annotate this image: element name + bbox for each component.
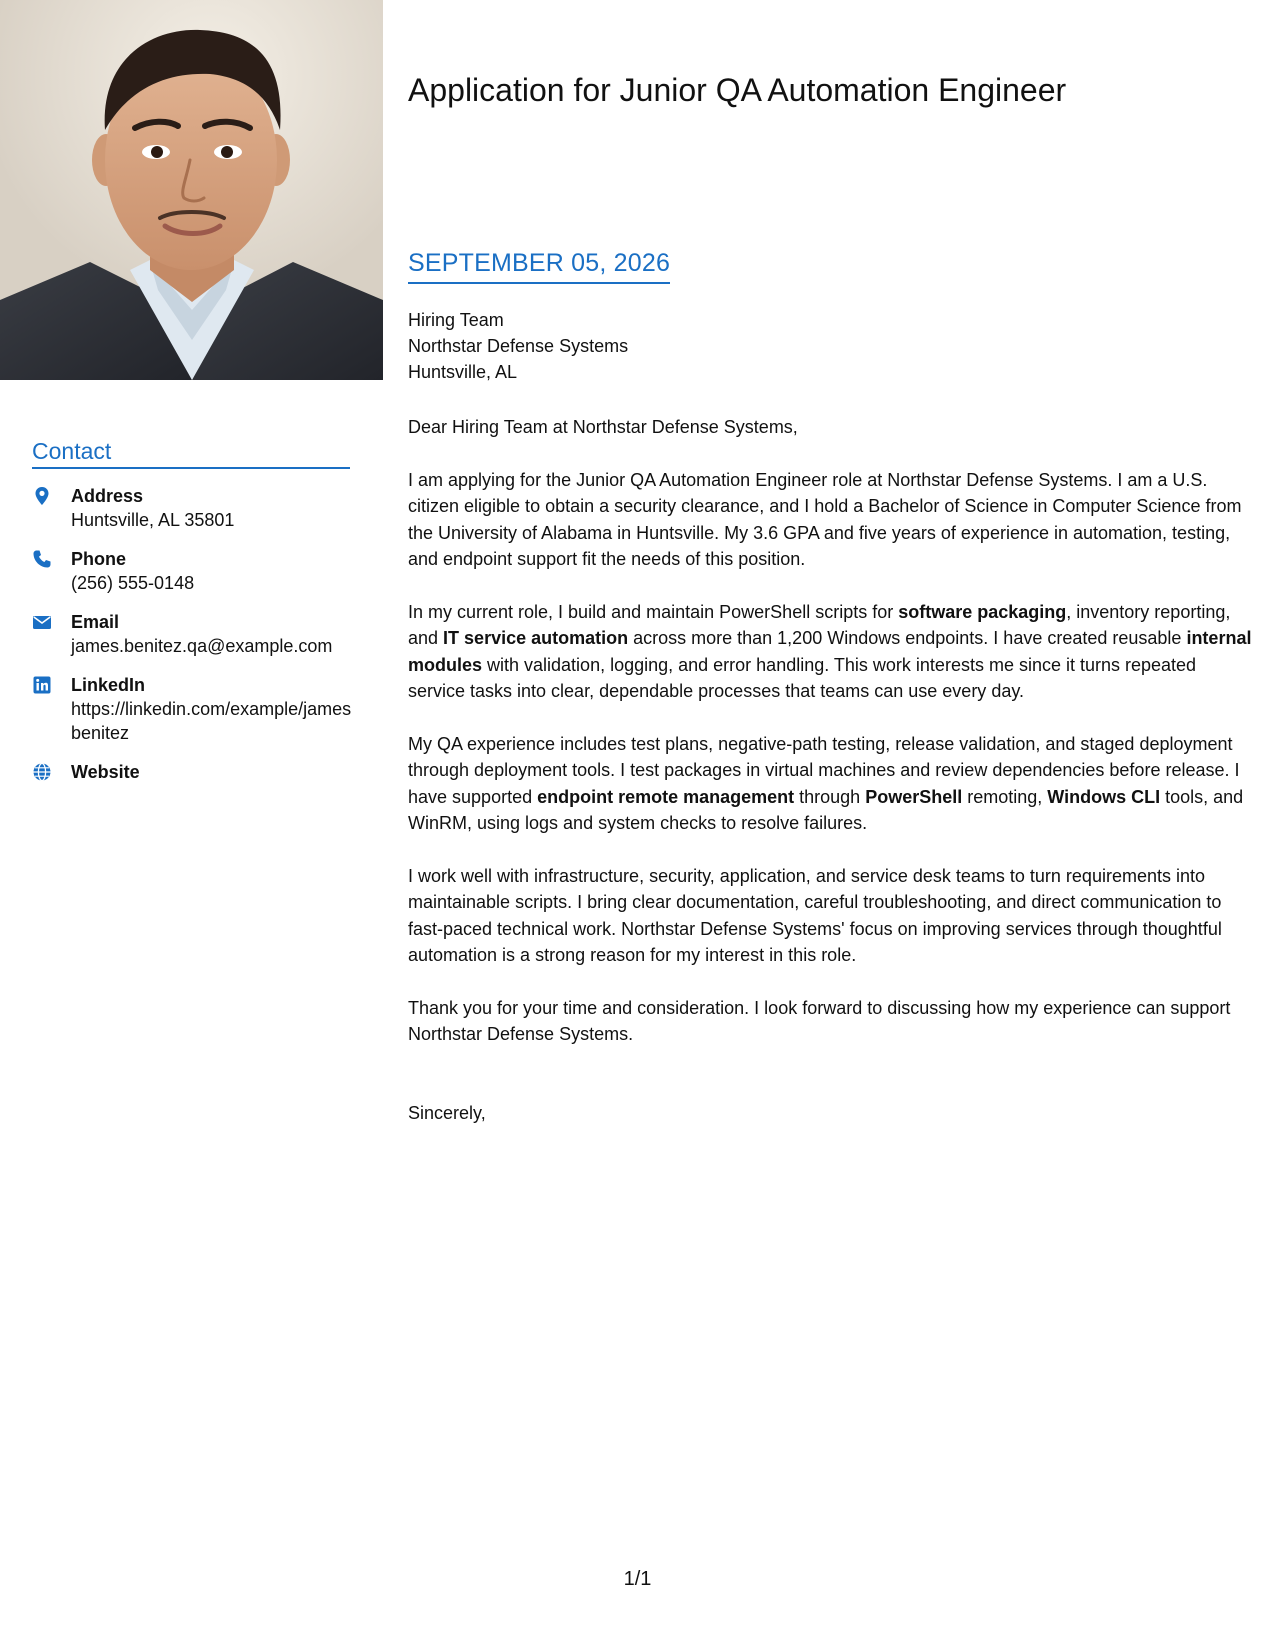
letter-body — [408, 414, 1253, 1152]
recipient-line: Northstar Defense Systems — [408, 336, 629, 356]
envelope-icon — [32, 612, 52, 632]
globe-icon — [32, 762, 52, 782]
recipient-line: Hiring Team — [408, 310, 504, 330]
paragraph-text: tools, and WinRM, using logs and system checks to resolve failures. — [408, 786, 1244, 833]
highlight-text: PowerShell — [865, 786, 963, 807]
contact-address — [32, 484, 352, 532]
portrait-illustration — [0, 0, 383, 380]
sidebar — [0, 0, 383, 1650]
recipient-line: Huntsville, AL — [408, 362, 518, 382]
paragraph-text: Thank you for your time and consideration. I look forward to discussing how my experience can support Northstar Defense Systems. — [408, 997, 1231, 1044]
contact-email — [32, 610, 352, 658]
letter-paragraph — [408, 731, 1253, 837]
paragraph-text: , inventory reporting, and — [408, 601, 1231, 648]
paragraph-text: In my current role, I build and maintain PowerShell scripts for — [408, 601, 899, 622]
paragraph-text: My QA experience includes test plans, negative-path testing, release validation, and staged deployment through deployment tools. I test packages in virtual machines and review dependencies before release. I have supported — [408, 733, 1240, 807]
letter-paragraph — [408, 863, 1253, 969]
linkedin-icon — [32, 675, 52, 695]
contact-linkedin — [32, 673, 352, 745]
contact-address-value: Huntsville, AL 35801 — [71, 510, 235, 530]
letter-date: SEPTEMBER 05, 2026 — [408, 249, 670, 284]
highlight-text: Windows CLI — [1047, 786, 1161, 807]
contact-heading: Contact — [32, 438, 350, 469]
recipient-block — [408, 307, 628, 385]
paragraph-text: through — [794, 786, 866, 807]
contact-email-label: Email — [71, 612, 120, 632]
paragraph-text: I am applying for the Junior QA Automation Engineer role at Northstar Defense Systems. I am a U.S. citizen eligible to obtain a security clearance, and I hold a Bachelor of Science in Computer Science from the University of Alabama in Huntsville. My 3.6 GPA and five years of experience in automation, testing, and endpoint support fit the needs of this position. — [408, 469, 1242, 569]
paragraph-text: remoting, — [962, 786, 1048, 807]
profile-photo — [0, 0, 383, 380]
contact-website — [32, 760, 352, 784]
phone-icon — [32, 549, 52, 569]
highlight-text: IT service automation — [443, 628, 629, 648]
contact-email-value[interactable]: james.benitez.qa@example.com — [71, 636, 333, 656]
paragraph-text: across more than 1,200 Windows endpoints. I have created reusable — [628, 628, 1187, 648]
highlight-text: internal modules — [408, 628, 1252, 675]
letter-paragraph — [408, 467, 1253, 573]
contact-linkedin-label: LinkedIn — [71, 675, 146, 695]
contact-linkedin-value[interactable]: https://linkedin.com/example/jamesbenitez — [71, 699, 352, 743]
page-number: 1/1 — [623, 1568, 652, 1590]
paragraph-text: with validation, logging, and error handling. This work interests me since it turns repeated service tasks into clear, dependable processes that teams can use every day. — [408, 654, 1197, 701]
contact-list — [32, 484, 352, 799]
contact-phone — [32, 547, 352, 595]
letter-signoff: Sincerely, — [408, 1102, 486, 1123]
contact-phone-value: (256) 555-0148 — [71, 573, 195, 593]
highlight-text: endpoint remote management — [537, 786, 795, 807]
letter-greeting: Dear Hiring Team at Northstar Defense Systems, — [408, 417, 798, 437]
highlight-text: software packaging — [898, 601, 1067, 622]
contact-website-label: Website — [71, 762, 140, 782]
letter-title: Application for Junior QA Automation Engineer — [408, 72, 1067, 108]
letter-paragraph — [408, 995, 1253, 1048]
contact-phone-label: Phone — [71, 549, 127, 569]
paragraph-text: I work well with infrastructure, security, application, and service desk teams to turn requirements into maintainable scripts. I bring clear documentation, careful troubleshooting, and direct communication to fast-paced technical work. Northstar Defense Systems' focus on improving services through thoughtful automation is a strong reason for my interest in this role. — [408, 865, 1222, 965]
contact-address-label: Address — [71, 486, 144, 506]
map-pin-icon — [32, 486, 52, 506]
letter-paragraph — [408, 599, 1253, 705]
